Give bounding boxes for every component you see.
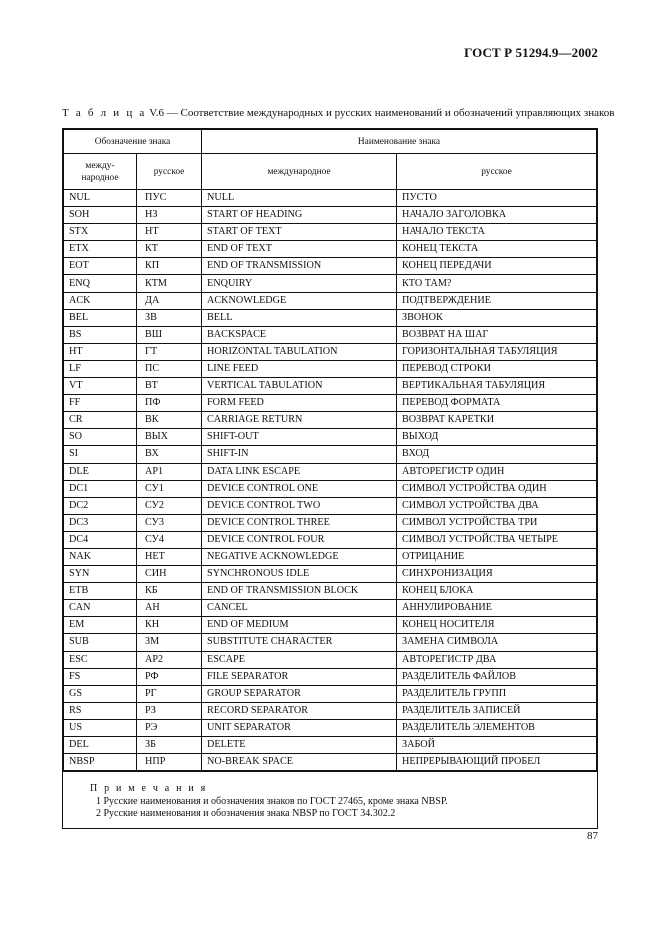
table-row [64,531,597,548]
table-row [64,309,597,326]
table-row [64,600,597,617]
intl-name-cell: END OF TEXT [202,241,397,258]
intl-name-cell: START OF TEXT [202,224,397,241]
subheader-intl-name: международное [202,154,397,190]
intl-code-cell: ETB [64,583,137,600]
intl-code-cell: RS [64,702,137,719]
table-row [64,292,597,309]
russian-code-cell: НПР [137,754,202,771]
table-row [64,395,597,412]
russian-name-cell: СИНХРОНИЗАЦИЯ [397,566,597,583]
russian-name-cell: РАЗДЕЛИТЕЛЬ ФАЙЛОВ [397,668,597,685]
russian-name-cell: КОНЕЦ ПЕРЕДАЧИ [397,258,597,275]
table-row [64,224,597,241]
intl-name-cell: END OF MEDIUM [202,617,397,634]
russian-code-cell: ВХ [137,446,202,463]
table-row [64,190,597,207]
russian-code-cell: КБ [137,583,202,600]
intl-name-cell: LINE FEED [202,360,397,377]
russian-code-cell: АР1 [137,463,202,480]
russian-name-cell: ВХОД [397,446,597,463]
intl-code-cell: DC3 [64,514,137,531]
russian-name-cell: ВОЗВРАТ НА ШАГ [397,326,597,343]
russian-code-cell: ВЫХ [137,429,202,446]
intl-code-cell: SI [64,446,137,463]
caption-label: Т а б л и ц а [62,107,147,119]
table-row [64,651,597,668]
intl-code-cell: ENQ [64,275,137,292]
russian-code-cell: АН [137,600,202,617]
russian-name-cell: ПОДТВЕРЖДЕНИЕ [397,292,597,309]
russian-code-cell: НТ [137,224,202,241]
table-row [64,412,597,429]
russian-code-cell: ЗМ [137,634,202,651]
russian-name-cell: НАЧАЛО ЗАГОЛОВКА [397,207,597,224]
russian-name-cell: СИМВОЛ УСТРОЙСТВА ТРИ [397,514,597,531]
russian-code-cell: ПУС [137,190,202,207]
russian-code-cell: ДА [137,292,202,309]
russian-name-cell: КТО ТАМ? [397,275,597,292]
intl-code-cell: NBSP [64,754,137,771]
table-row [64,480,597,497]
intl-code-cell: DLE [64,463,137,480]
intl-code-cell: ACK [64,292,137,309]
intl-name-cell: BELL [202,309,397,326]
table-row [64,634,597,651]
russian-name-cell: СИМВОЛ УСТРОЙСТВА ОДИН [397,480,597,497]
intl-name-cell: DELETE [202,737,397,754]
russian-name-cell: ЗВОНОК [397,309,597,326]
russian-name-cell: АННУЛИРОВАНИЕ [397,600,597,617]
intl-code-cell: CR [64,412,137,429]
intl-code-cell: DC1 [64,480,137,497]
intl-name-cell: SYNCHRONOUS IDLE [202,566,397,583]
russian-name-cell: КОНЕЦ БЛОКА [397,583,597,600]
table-caption [62,107,615,119]
intl-code-cell: DC2 [64,497,137,514]
intl-name-cell: SHIFT-OUT [202,429,397,446]
intl-code-cell: LF [64,360,137,377]
intl-name-cell: ENQUIRY [202,275,397,292]
intl-name-cell: ACKNOWLEDGE [202,292,397,309]
russian-name-cell: РАЗДЕЛИТЕЛЬ ЭЛЕМЕНТОВ [397,719,597,736]
russian-name-cell: ВЕРТИКАЛЬНАЯ ТАБУЛЯЦИЯ [397,378,597,395]
russian-code-cell: КТМ [137,275,202,292]
russian-name-cell: РАЗДЕЛИТЕЛЬ ГРУПП [397,685,597,702]
table-row [64,514,597,531]
russian-code-cell: РФ [137,668,202,685]
subheader-russian-designation: русское [137,154,202,190]
table-row [64,378,597,395]
russian-code-cell: ГТ [137,343,202,360]
table-row [64,497,597,514]
document-code: ГОСТ Р 51294.9—2002 [464,45,598,60]
russian-code-cell: НЗ [137,207,202,224]
table-row [64,275,597,292]
intl-name-cell: DATA LINK ESCAPE [202,463,397,480]
russian-code-cell: КН [137,617,202,634]
intl-code-cell: FF [64,395,137,412]
control-characters-table [63,129,597,771]
intl-code-cell: DEL [64,737,137,754]
table-row [64,463,597,480]
intl-name-cell: SUBSTITUTE CHARACTER [202,634,397,651]
note-item: 1 Русские наименования и обозначения знаков по ГОСТ 27465, кроме знака NBSP. [96,795,448,807]
table-row [64,754,597,771]
russian-code-cell: ВТ [137,378,202,395]
table-row [64,583,597,600]
intl-name-cell: DEVICE CONTROL THREE [202,514,397,531]
intl-code-cell: US [64,719,137,736]
caption-number: V.6 [149,107,164,119]
intl-code-cell: ESC [64,651,137,668]
table-row [64,685,597,702]
intl-code-cell: HT [64,343,137,360]
russian-name-cell: СИМВОЛ УСТРОЙСТВА ЧЕТЫРЕ [397,531,597,548]
intl-name-cell: VERTICAL TABULATION [202,378,397,395]
intl-name-cell: FILE SEPARATOR [202,668,397,685]
russian-code-cell: ЗБ [137,737,202,754]
intl-name-cell: END OF TRANSMISSION [202,258,397,275]
russian-code-cell: ЗВ [137,309,202,326]
russian-code-cell: СУ3 [137,514,202,531]
russian-code-cell: КТ [137,241,202,258]
notes-block [63,771,597,828]
russian-code-cell: СУ2 [137,497,202,514]
russian-code-cell: НЕТ [137,548,202,565]
intl-name-cell: DEVICE CONTROL FOUR [202,531,397,548]
control-characters-table-frame [62,128,598,829]
intl-name-cell: UNIT SEPARATOR [202,719,397,736]
intl-code-cell: SYN [64,566,137,583]
intl-code-cell: SUB [64,634,137,651]
russian-name-cell: АВТОРЕГИСТР ДВА [397,651,597,668]
intl-code-cell: GS [64,685,137,702]
russian-code-cell: АР2 [137,651,202,668]
russian-name-cell: КОНЕЦ ТЕКСТА [397,241,597,258]
intl-name-cell: CARRIAGE RETURN [202,412,397,429]
intl-name-cell: CANCEL [202,600,397,617]
table-row [64,548,597,565]
russian-code-cell: ПФ [137,395,202,412]
intl-code-cell: FS [64,668,137,685]
russian-name-cell: ГОРИЗОНТАЛЬНАЯ ТАБУЛЯЦИЯ [397,343,597,360]
intl-code-cell: DC4 [64,531,137,548]
intl-code-cell: VT [64,378,137,395]
note-item: 2 Русские наименования и обозначения знака NBSP по ГОСТ 34.302.2 [96,808,396,820]
russian-code-cell: РЭ [137,719,202,736]
russian-name-cell: КОНЕЦ НОСИТЕЛЯ [397,617,597,634]
russian-code-cell: ВК [137,412,202,429]
intl-name-cell: ESCAPE [202,651,397,668]
intl-code-cell: SOH [64,207,137,224]
intl-code-cell: NAK [64,548,137,565]
intl-name-cell: END OF TRANSMISSION BLOCK [202,583,397,600]
table-body [64,190,597,771]
russian-name-cell: ПУСТО [397,190,597,207]
russian-name-cell: СИМВОЛ УСТРОЙСТВА ДВА [397,497,597,514]
russian-code-cell: РЗ [137,702,202,719]
russian-code-cell: ВШ [137,326,202,343]
intl-name-cell: FORM FEED [202,395,397,412]
russian-code-cell: СУ4 [137,531,202,548]
table-row [64,207,597,224]
table-row [64,360,597,377]
intl-name-cell: NEGATIVE ACKNOWLEDGE [202,548,397,565]
intl-code-cell: ETX [64,241,137,258]
russian-code-cell: ПС [137,360,202,377]
group-header-name: Наименование знака [202,130,597,154]
intl-name-cell: RECORD SEPARATOR [202,702,397,719]
table-row [64,617,597,634]
intl-code-cell: NUL [64,190,137,207]
russian-name-cell: АВТОРЕГИСТР ОДИН [397,463,597,480]
intl-code-cell: CAN [64,600,137,617]
russian-code-cell: КП [137,258,202,275]
table-row [64,566,597,583]
table-row [64,702,597,719]
intl-code-cell: BS [64,326,137,343]
table-row [64,429,597,446]
russian-name-cell: НАЧАЛО ТЕКСТА [397,224,597,241]
russian-name-cell: ЗАБОЙ [397,737,597,754]
russian-code-cell: СУ1 [137,480,202,497]
russian-name-cell: ВЫХОД [397,429,597,446]
intl-name-cell: HORIZONTAL TABULATION [202,343,397,360]
table-row [64,446,597,463]
russian-name-cell: ПЕРЕВОД ФОРМАТА [397,395,597,412]
intl-name-cell: BACKSPACE [202,326,397,343]
intl-name-cell: GROUP SEPARATOR [202,685,397,702]
intl-code-cell: BEL [64,309,137,326]
russian-name-cell: ОТРИЦАНИЕ [397,548,597,565]
russian-name-cell: ЗАМЕНА СИМВОЛА [397,634,597,651]
intl-code-cell: EOT [64,258,137,275]
intl-code-cell: SO [64,429,137,446]
intl-name-cell: DEVICE CONTROL TWO [202,497,397,514]
notes-title: П р и м е ч а н и я [90,783,208,795]
table-row [64,719,597,736]
russian-name-cell: НЕПРЕРЫВАЮЩИЙ ПРОБЕЛ [397,754,597,771]
table-row [64,241,597,258]
russian-code-cell: РГ [137,685,202,702]
table-row [64,343,597,360]
intl-name-cell: DEVICE CONTROL ONE [202,480,397,497]
table-row [64,258,597,275]
intl-code-cell: EM [64,617,137,634]
caption-text: — Соответствие международных и русских наименований и обозначений управляющих знаков [166,107,615,119]
group-header-designation: Обозначение знака [64,130,202,154]
subheader-intl-designation: между- народное [64,154,137,190]
russian-name-cell: ВОЗВРАТ КАРЕТКИ [397,412,597,429]
russian-code-cell: СИН [137,566,202,583]
subheader-russian-name: русское [397,154,597,190]
intl-name-cell: SHIFT-IN [202,446,397,463]
russian-name-cell: ПЕРЕВОД СТРОКИ [397,360,597,377]
table-row [64,737,597,754]
intl-name-cell: START OF HEADING [202,207,397,224]
russian-name-cell: РАЗДЕЛИТЕЛЬ ЗАПИСЕЙ [397,702,597,719]
page-number: 87 [587,830,598,842]
table-row [64,668,597,685]
intl-name-cell: NULL [202,190,397,207]
table-row [64,326,597,343]
intl-code-cell: STX [64,224,137,241]
intl-name-cell: NO-BREAK SPACE [202,754,397,771]
